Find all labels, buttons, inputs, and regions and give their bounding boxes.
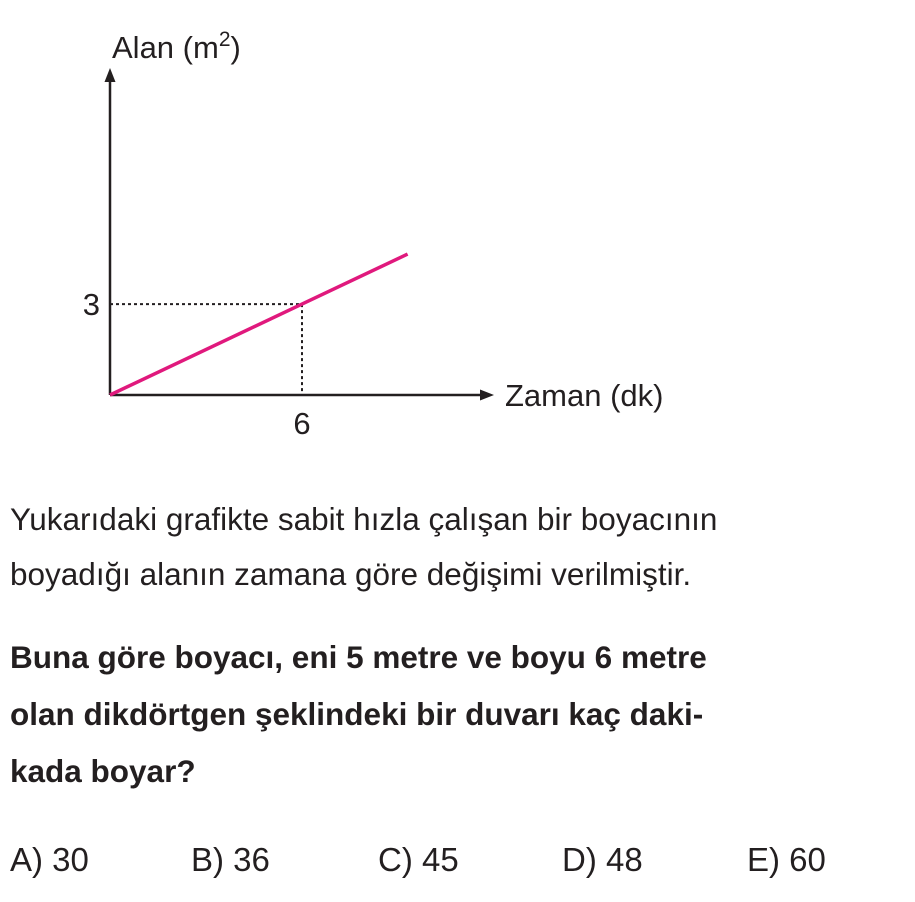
question-prompt-line-3: kada boyar? <box>10 753 196 789</box>
y-axis-title-close: ) <box>230 30 241 65</box>
option-e[interactable]: E) 60 <box>747 841 826 878</box>
area-series-line <box>110 254 408 395</box>
y-axis-title <box>112 28 241 65</box>
x-axis-title: Zaman (dk) <box>505 378 664 413</box>
question-intro <box>10 492 910 602</box>
question-prompt-line-2: olan dikdörtgen şeklindeki bir duvarı kaç daki- <box>10 696 704 732</box>
question-intro-line-1: Yukarıdaki grafikte sabit hızla çalışan bir boyacının <box>10 501 718 537</box>
x-tick-label: 6 <box>293 406 311 441</box>
answer-options <box>10 835 910 885</box>
question-intro-line-2: boyadığı alanın zamana göre değişimi verilmiştir. <box>10 556 692 592</box>
option-d[interactable]: D) 48 <box>562 841 643 878</box>
y-axis-title-sup: 2 <box>218 28 231 51</box>
question-prompt <box>10 629 910 800</box>
option-b[interactable]: B) 36 <box>191 841 270 878</box>
y-axis-arrow-icon <box>105 68 116 82</box>
option-a[interactable]: A) 30 <box>10 841 89 878</box>
option-c[interactable]: C) 45 <box>378 841 459 878</box>
y-axis-title-main: Alan (m <box>112 30 219 65</box>
y-tick-label: 3 <box>82 287 100 323</box>
x-axis-arrow-icon <box>480 390 494 401</box>
question-prompt-line-1: Buna göre boyacı, eni 5 metre ve boyu 6 metre <box>10 639 707 675</box>
